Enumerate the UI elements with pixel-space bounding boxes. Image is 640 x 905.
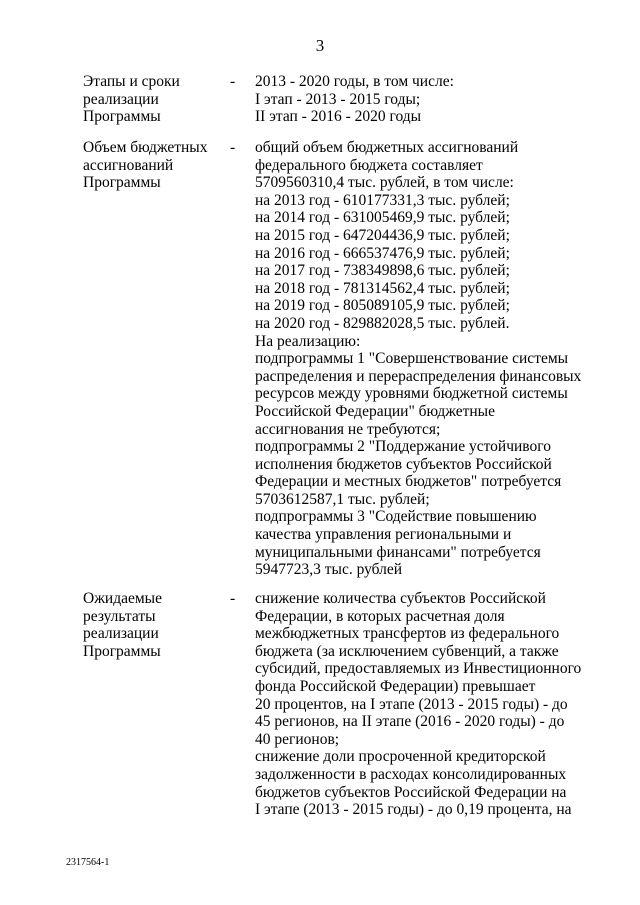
content-line: муниципальными финансами" потребуется (255, 543, 541, 561)
content-line: исполнения бюджетов субъектов Российской (255, 455, 552, 473)
section-dash: - (230, 139, 236, 156)
content-line: снижение доли просроченной кредиторской (255, 748, 546, 766)
content-line: на 2014 год - 631005469,9 тыс. рублей; (255, 209, 510, 227)
section-dash: - (230, 590, 236, 607)
content-line: ассигнования не требуются; (255, 420, 441, 438)
content-line: II этап - 2016 - 2020 годы (255, 108, 422, 126)
content-line: На реализацию: (255, 332, 361, 350)
content-line: на 2016 год - 666537476,9 тыс. рублей; (255, 244, 510, 262)
content-line: 5703612587,1 тыс. рублей; (255, 490, 430, 508)
label-line: Программы (83, 174, 161, 192)
content-line: 2013 - 2020 годы, в том числе: (255, 73, 454, 90)
label-line: Программы (83, 108, 161, 126)
content-line: 40 регионов; (255, 730, 340, 748)
content-line: подпрограммы 3 "Содействие повышению (255, 508, 537, 526)
content-line: ресурсов между уровнями бюджетной системы (255, 385, 568, 403)
content-line: бюджета (за исключением субвенций, а также (255, 642, 559, 660)
content-line: подпрограммы 2 "Поддержание устойчивого (255, 438, 551, 456)
content-line: 5947723,3 тыс. рублей (255, 561, 403, 579)
label-line: Ожидаемые (83, 590, 162, 607)
document-code: 2317564-1 (66, 857, 110, 868)
content-line: на 2015 год - 647204436,9 тыс. рублей; (255, 226, 510, 244)
content-line: общий объем бюджетных ассигнований (255, 139, 519, 156)
content-line: I этап - 2013 - 2015 годы; (255, 90, 421, 108)
section-content (255, 590, 595, 819)
content-line: на 2019 год - 805089105,9 тыс. рублей; (255, 297, 510, 315)
content-line: федерального бюджета составляет (255, 156, 483, 174)
content-line: фонда Российской Федерации) превышает (255, 677, 536, 695)
label-line: реализации (83, 625, 159, 643)
label-line: реализации (83, 90, 159, 108)
content-line: распределения и перераспределения финансовых (255, 367, 582, 385)
content-line: Федерации, в которых расчетная доля (255, 607, 505, 625)
content-line: 20 процентов, на I этапе (2013 - 2015 годы) - до (255, 695, 568, 713)
content-line: на 2013 год - 610177331,3 тыс. рублей; (255, 191, 510, 209)
section-label (83, 139, 223, 192)
label-line: Этапы и сроки (83, 73, 180, 90)
section-label (83, 73, 223, 126)
content-line: на 2018 год - 781314562,4 тыс. рублей; (255, 279, 510, 297)
content-line: 45 регионов, на II этапе (2016 - 2020 годы) - до (255, 713, 565, 731)
content-line: I этапе (2013 - 2015 годы) - до 0,19 процента, на (255, 801, 572, 819)
content-line: Российской Федерации" бюджетные (255, 402, 495, 420)
label-line: ассигнований (83, 156, 174, 174)
content-line: снижение количества субъектов Российской (255, 590, 546, 607)
label-line: Объем бюджетных (83, 139, 208, 156)
content-line: на 2020 год - 829882028,5 тыс. рублей. (255, 314, 510, 332)
content-line: межбюджетных трансфертов из федерального (255, 625, 560, 643)
content-line: Федерации и местных бюджетов" потребуется (255, 473, 562, 491)
content-line: бюджетов субъектов Российской Федерации на (255, 783, 567, 801)
content-line: 5709560310,4 тыс. рублей, в том числе: (255, 174, 514, 192)
section-content (255, 139, 595, 579)
section-label (83, 590, 223, 660)
content-line: качества управления региональными и (255, 526, 512, 544)
section-dash: - (230, 73, 236, 90)
content-line: на 2017 год - 738349898,6 тыс. рублей; (255, 262, 510, 280)
content-line: субсидий, предоставляемых из Инвестиционного (255, 660, 582, 678)
label-line: Программы (83, 642, 161, 660)
page-number: 3 (315, 36, 325, 55)
content-line: задолженности в расходах консолидированных (255, 765, 567, 783)
section-content (255, 73, 595, 126)
content-line: подпрограммы 1 "Совершенствование системы (255, 350, 569, 368)
label-line: результаты (83, 607, 156, 625)
